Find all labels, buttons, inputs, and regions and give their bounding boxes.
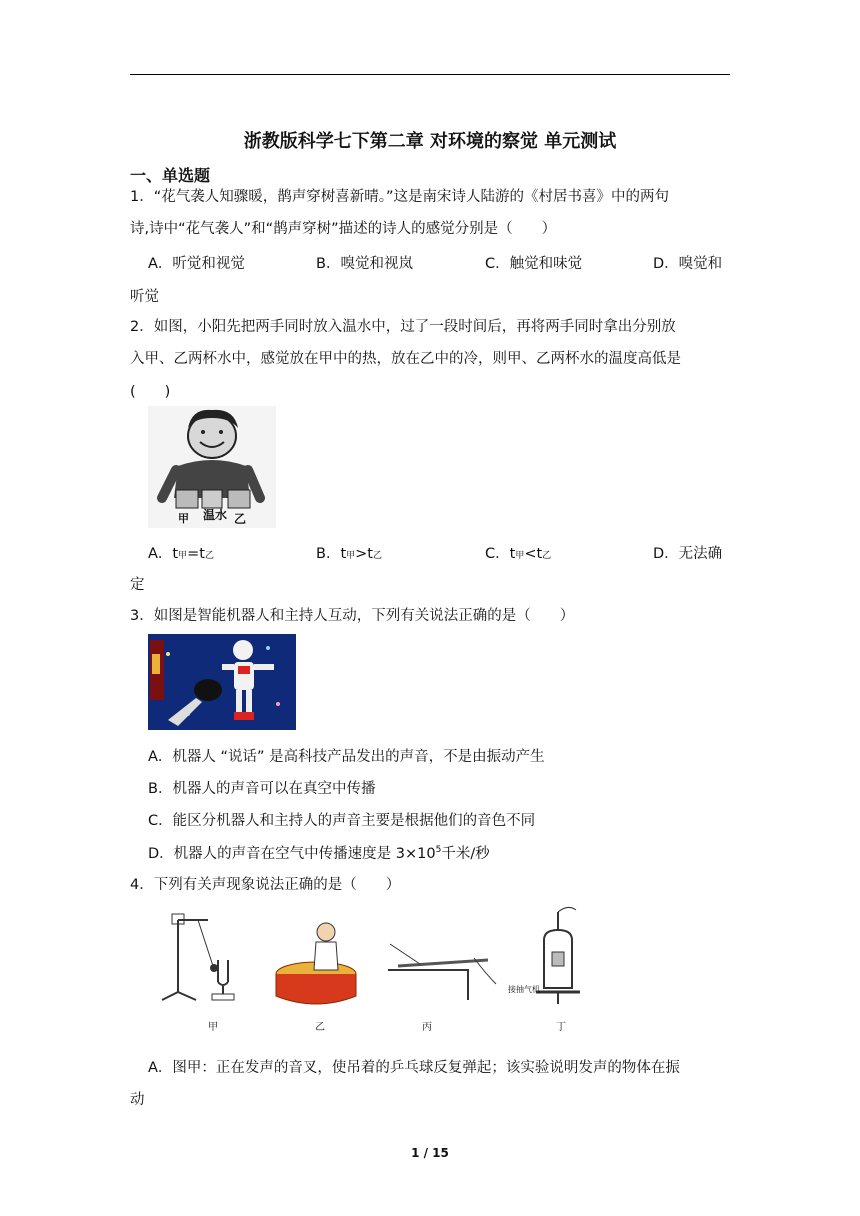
q3-stem: 3．如图是智能机器人和主持人互动，下列有关说法正确的是（ ）: [130, 608, 575, 624]
q4-figures: [158, 900, 598, 1035]
q2-fig-label-jia: 甲: [178, 512, 189, 525]
q2-option-c: C．t甲<t乙: [485, 546, 552, 562]
q2-option-b: B．t甲>t乙: [316, 546, 383, 562]
q2-fig-label-warm-water: 温水: [203, 508, 228, 522]
q4-fig-label-yi: 乙: [315, 1022, 325, 1033]
q4-stem: 4．下列有关声现象说法正确的是（ ）: [130, 877, 401, 893]
q4-fig-label-bing: 丙: [422, 1022, 432, 1033]
q1-option-c: C．触觉和味觉: [485, 256, 583, 272]
q3-figure-robot: [148, 634, 296, 730]
q4-fig-pump-label: 接抽气机: [508, 985, 540, 994]
q1-stem-line1: 1．“花气袭人知骤暖，鹊声穿树喜新晴。”这是南宋诗人陆游的《村居书喜》中的两句: [130, 189, 669, 205]
robot-host-photo: [148, 634, 296, 730]
header-rule: [130, 74, 730, 75]
q2-stem-line3: ( ): [130, 384, 171, 400]
q2-option-d-continued: 定: [130, 577, 145, 593]
q2-stem-line2: 入甲、乙两杯水中，感觉放在甲中的热，放在乙中的冷，则甲、乙两杯水的温度高低是: [130, 351, 681, 367]
q2-figure-hands: [148, 406, 276, 528]
q4-fig-label-jia: 甲: [208, 1022, 218, 1033]
page-title: 浙教版科学七下第二章 对环境的察觉 单元测试: [243, 131, 617, 152]
q3-option-c: C．能区分机器人和主持人的声音主要是根据他们的音色不同: [148, 813, 536, 829]
q2-option-d: D．无法确: [653, 546, 723, 562]
q1-option-b: B．嗅觉和视岚: [316, 256, 413, 272]
sound-experiments-illustration: [158, 900, 598, 1035]
q3-option-b: B．机器人的声音可以在真空中传播: [148, 781, 376, 797]
q1-stem-line2: 诗,诗中“花气袭人”和“鹊声穿树”描述的诗人的感觉分别是（ ）: [130, 221, 557, 237]
section-heading: 一、单选题: [130, 166, 211, 185]
page-number: 1 / 15: [411, 1146, 449, 1160]
q4-option-a-line2: 动: [130, 1092, 145, 1108]
q2-fig-label-yi: 乙: [234, 512, 247, 526]
q4-option-a-line1: A．图甲：正在发声的音叉，使吊着的乒乓球反复弹起；该实验说明发声的物体在振: [148, 1060, 680, 1076]
q2-option-a: A．t甲=t乙: [148, 546, 214, 562]
q1-option-d-continued: 听觉: [130, 289, 159, 305]
q3-option-a: A．机器人 “说话” 是高科技产品发出的声音，不是由振动产生: [148, 749, 545, 765]
q3-option-d: D．机器人的声音在空气中传播速度是 $3\times 10^5$千米/秒: [148, 845, 490, 862]
q1-option-d: D．嗅觉和: [653, 256, 723, 272]
q1-option-a: A．听觉和视觉: [148, 256, 245, 272]
q2-stem-line1: 2．如图，小阳先把两手同时放入温水中，过了一段时间后，再将两手同时拿出分别放: [130, 319, 676, 335]
q4-fig-label-ding: 丁: [556, 1022, 566, 1033]
